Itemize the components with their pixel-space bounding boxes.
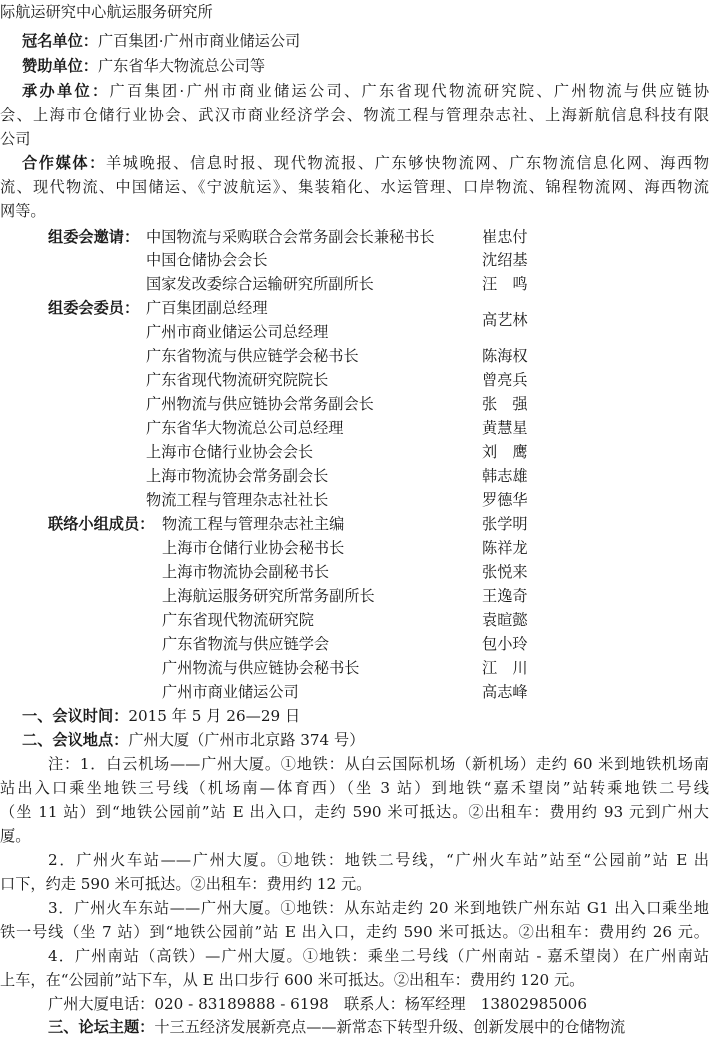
contact-line: 广州大厦电话：020 - 83189888 - 6198 联系人：杨军经理 13802985006	[48, 995, 587, 1013]
header-line: 际航运研究中心航运服务研究所	[0, 3, 213, 21]
liaison-role: 广州市商业储运公司	[162, 683, 299, 701]
meeting-place-line	[22, 728, 709, 752]
theme-line	[48, 1015, 709, 1039]
support-line	[22, 54, 709, 78]
committee-shared-name: 高艺林	[482, 311, 528, 329]
liaison-name: 袁暄懿	[482, 611, 528, 629]
media-line-2: 流、现代物流、中国储运、《宁波航运》、集装箱化、水运管理、口岸物流、锦程物流网、海西物流	[0, 178, 709, 196]
support-value: 广东省华大物流总公司等	[97, 57, 265, 75]
note-1-line-4: 厦。	[0, 827, 31, 845]
committee-name: 刘 鹰	[482, 443, 528, 461]
committee-name: 张 强	[482, 395, 528, 413]
media-text-1: 羊城晚报、信息时报、现代物流报、广东够快物流网、广东物流信息化网、海西物	[105, 154, 710, 172]
invited-role: 中国物流与采购联合会常务副会长兼秘书长	[146, 228, 435, 246]
meeting-time-value: 2015 年 5 月 26—29 日	[128, 707, 301, 725]
liaison-role: 广州物流与供应链协会秘书长	[162, 659, 360, 677]
liaison-name: 江 川	[482, 659, 528, 677]
liaison-role: 物流工程与管理杂志社主编	[162, 515, 345, 533]
committee-role: 物流工程与管理杂志社社长	[146, 491, 329, 509]
committee-name: 黄慧星	[482, 419, 528, 437]
invited-name: 沈绍基	[482, 251, 528, 269]
note-1-line-1: 注：1．白云机场——广州大厦。①地铁：从白云国际机场（新机场）走约 60 米到地铁机场南	[48, 755, 709, 773]
committee-label: 组委会委员：	[48, 299, 140, 317]
invited-label: 组委会邀请：	[48, 228, 140, 246]
theme-value: 十三五经济发展新亮点——新常态下转型升级、创新发展中的仓储物流	[154, 1018, 626, 1036]
meeting-time-line	[22, 704, 709, 728]
committee-role: 广东省现代物流研究院院长	[146, 371, 329, 389]
invited-name: 汪 鸣	[482, 275, 528, 293]
note-1-line-3: （坐 11 站）到“地铁公园前”站 E 出入口，走约 590 米可抵达。②出租车：费用约 93 元到广州大	[0, 803, 709, 821]
liaison-role: 广东省现代物流研究院	[162, 611, 314, 629]
committee-role: 广百集团副总经理	[146, 299, 268, 317]
liaison-name: 陈祥龙	[482, 539, 528, 557]
liaison-name: 张悦来	[482, 563, 528, 581]
committee-name: 罗德华	[482, 491, 528, 509]
liaison-role: 上海市仓储行业协会秘书长	[162, 539, 345, 557]
theme-label: 三、论坛主题：	[48, 1018, 155, 1036]
committee-role: 广东省物流与供应链学会秘书长	[146, 347, 359, 365]
meeting-place-value: 广州大厦（广州市北京路 374 号）	[128, 731, 365, 749]
note-1-line-2: 站出入口乘坐地铁三号线（机场南—体育西）（坐 3 站）到地铁“嘉禾望岗”站转乘地铁二号线	[0, 779, 709, 797]
organizers-label: 承办单位：	[22, 82, 110, 100]
liaison-name: 高志峰	[482, 683, 528, 701]
liaison-name: 包小玲	[482, 635, 528, 653]
committee-name: 曾亮兵	[482, 371, 528, 389]
note-3-line-1: 3．广州火车东站——广州大厦。①地铁：从东站走约 20 米到地铁广州东站 G1 出入口乘坐地	[48, 899, 709, 917]
support-label: 赞助单位：	[22, 57, 98, 75]
note-3-line-2: 铁一号线（坐 7 站）到“地铁公园前”站 E 出入口，走约 590 米可抵达。②出租车：费用约 26 元。	[0, 923, 709, 941]
liaison-name: 张学明	[482, 515, 528, 533]
note-2-line-2: 口下，约走 590 米可抵达。②出租车：费用约 12 元。	[0, 875, 372, 893]
liaison-role: 上海市物流协会副秘书长	[162, 563, 330, 581]
media-line-3: 网等。	[0, 202, 46, 220]
liaison-role: 广东省物流与供应链学会	[162, 635, 330, 653]
liaison-label: 联络小组成员：	[48, 515, 155, 533]
committee-role: 广州物流与供应链协会常务副会长	[146, 395, 374, 413]
committee-name: 韩志雄	[482, 467, 528, 485]
meeting-place-label: 二、会议地点：	[22, 731, 129, 749]
invited-name: 崔忠付	[482, 228, 528, 246]
liaison-role: 上海航运服务研究所常务副所长	[162, 587, 375, 605]
note-4-line-2: 上车，在“公园前”站下车，从 E 出口步行 600 米可抵达。②出租车：费用约 120 元。	[0, 971, 585, 989]
note-2-line-1: 2．广州火车站——广州大厦。①地铁：地铁二号线，“广州火车站”站至“公园前”站 E 出	[48, 851, 709, 869]
committee-role: 广州市商业储运公司总经理	[146, 323, 329, 341]
sponsor-label: 冠名单位：	[22, 32, 98, 50]
committee-name: 陈海权	[482, 347, 528, 365]
organizers-line-1	[22, 79, 709, 103]
invited-role: 中国仓储协会会长	[146, 251, 268, 269]
committee-role: 广东省华大物流总公司总经理	[146, 419, 344, 437]
organizers-line-3: 公司	[0, 130, 31, 148]
liaison-name: 王逸奇	[482, 587, 528, 605]
organizers-text-1: 广百集团·广州市商业储运公司、广东省现代物流研究院、广州物流与供应链协	[109, 82, 710, 100]
organizers-line-2: 会、上海市仓储行业协会、武汉市商业经济学会、物流工程与管理杂志社、上海新航信息科技有限	[0, 106, 709, 124]
note-4-line-1: 4．广州南站（高铁）—广州大厦。①地铁：乘坐二号线（广州南站 - 嘉禾望岗）在广州南站	[48, 947, 709, 965]
invited-role: 国家发改委综合运输研究所副所长	[146, 275, 374, 293]
media-line-1	[22, 151, 709, 175]
committee-role: 上海市物流协会常务副会长	[146, 467, 329, 485]
sponsor-line	[22, 29, 709, 53]
committee-role: 上海市仓储行业协会会长	[146, 443, 314, 461]
media-label: 合作媒体：	[22, 154, 106, 172]
meeting-time-label: 一、会议时间：	[22, 707, 129, 725]
sponsor-value: 广百集团·广州市商业储运公司	[97, 32, 301, 50]
